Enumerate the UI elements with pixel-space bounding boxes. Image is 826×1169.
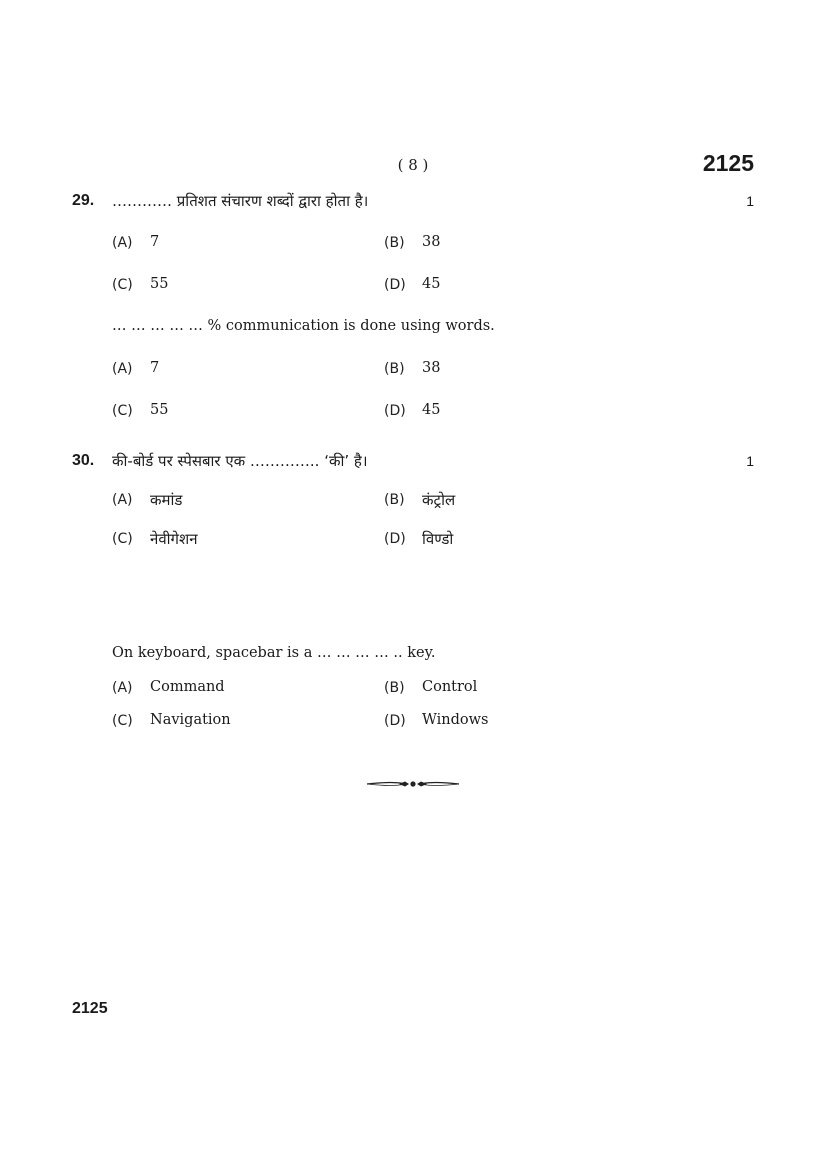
question-30-text-hindi: की-बोर्ड पर स्पेसबार एक ………….. ‘की’ है। — [112, 452, 368, 470]
q29-en-option-b-label: (B) — [384, 361, 405, 377]
paper-code-footer: 2125 — [72, 1000, 108, 1017]
q30-en-option-a-label: (A) — [112, 680, 133, 696]
q30-hi-option-d-value: विण्डो — [422, 530, 454, 548]
q29-hi-option-c-value: 55 — [150, 276, 169, 292]
paper-code-header: 2125 — [702, 150, 754, 176]
q30-hi-option-b-value: कंट्रोल — [422, 491, 456, 509]
q29-en-option-a-value: 7 — [150, 360, 160, 376]
end-ornament-graphic — [365, 776, 461, 792]
end-ornament — [365, 776, 461, 792]
page-number: ( 8 ) — [397, 156, 429, 174]
q29-en-option-c-label: (C) — [112, 403, 133, 419]
q30-hi-option-a-label: (A) — [112, 492, 133, 508]
q30-en-option-d-label: (D) — [384, 713, 406, 729]
q30-hi-option-c-label: (C) — [112, 531, 133, 547]
question-29-text-english: … … … … … % communication is done using words. — [112, 318, 495, 334]
question-30-marks: 1 — [746, 453, 754, 469]
q30-en-option-c-value: Navigation — [150, 712, 231, 728]
q30-hi-option-d-label: (D) — [384, 531, 406, 547]
q29-hi-option-d-label: (D) — [384, 277, 406, 293]
q29-hi-option-b-value: 38 — [422, 234, 441, 250]
q29-en-option-d-value: 45 — [422, 402, 441, 418]
question-29-text-hindi: ………… प्रतिशत संचारण शब्दों द्वारा होता है। — [112, 192, 369, 210]
q30-en-option-c-label: (C) — [112, 713, 133, 729]
q29-hi-option-b-label: (B) — [384, 235, 405, 251]
q30-en-option-d-value: Windows — [422, 712, 489, 728]
question-30-text-english: On keyboard, spacebar is a … … … … .. key. — [112, 645, 436, 661]
q29-en-option-a-label: (A) — [112, 361, 133, 377]
q29-hi-option-c-label: (C) — [112, 277, 133, 293]
q29-en-option-d-label: (D) — [384, 403, 406, 419]
q29-en-option-b-value: 38 — [422, 360, 441, 376]
q30-en-option-b-label: (B) — [384, 680, 405, 696]
question-29-marks: 1 — [746, 193, 754, 209]
q29-en-option-c-value: 55 — [150, 402, 169, 418]
question-29-number: 29. — [72, 192, 95, 209]
question-30-number: 30. — [72, 452, 95, 469]
q30-hi-option-a-value: कमांड — [150, 491, 183, 509]
q29-hi-option-a-label: (A) — [112, 235, 133, 251]
q30-hi-option-c-value: नेवीगेशन — [150, 530, 198, 548]
q30-hi-option-b-label: (B) — [384, 492, 405, 508]
q30-en-option-a-value: Command — [150, 679, 225, 695]
q29-hi-option-d-value: 45 — [422, 276, 441, 292]
q29-hi-option-a-value: 7 — [150, 234, 160, 250]
q30-en-option-b-value: Control — [422, 679, 478, 695]
